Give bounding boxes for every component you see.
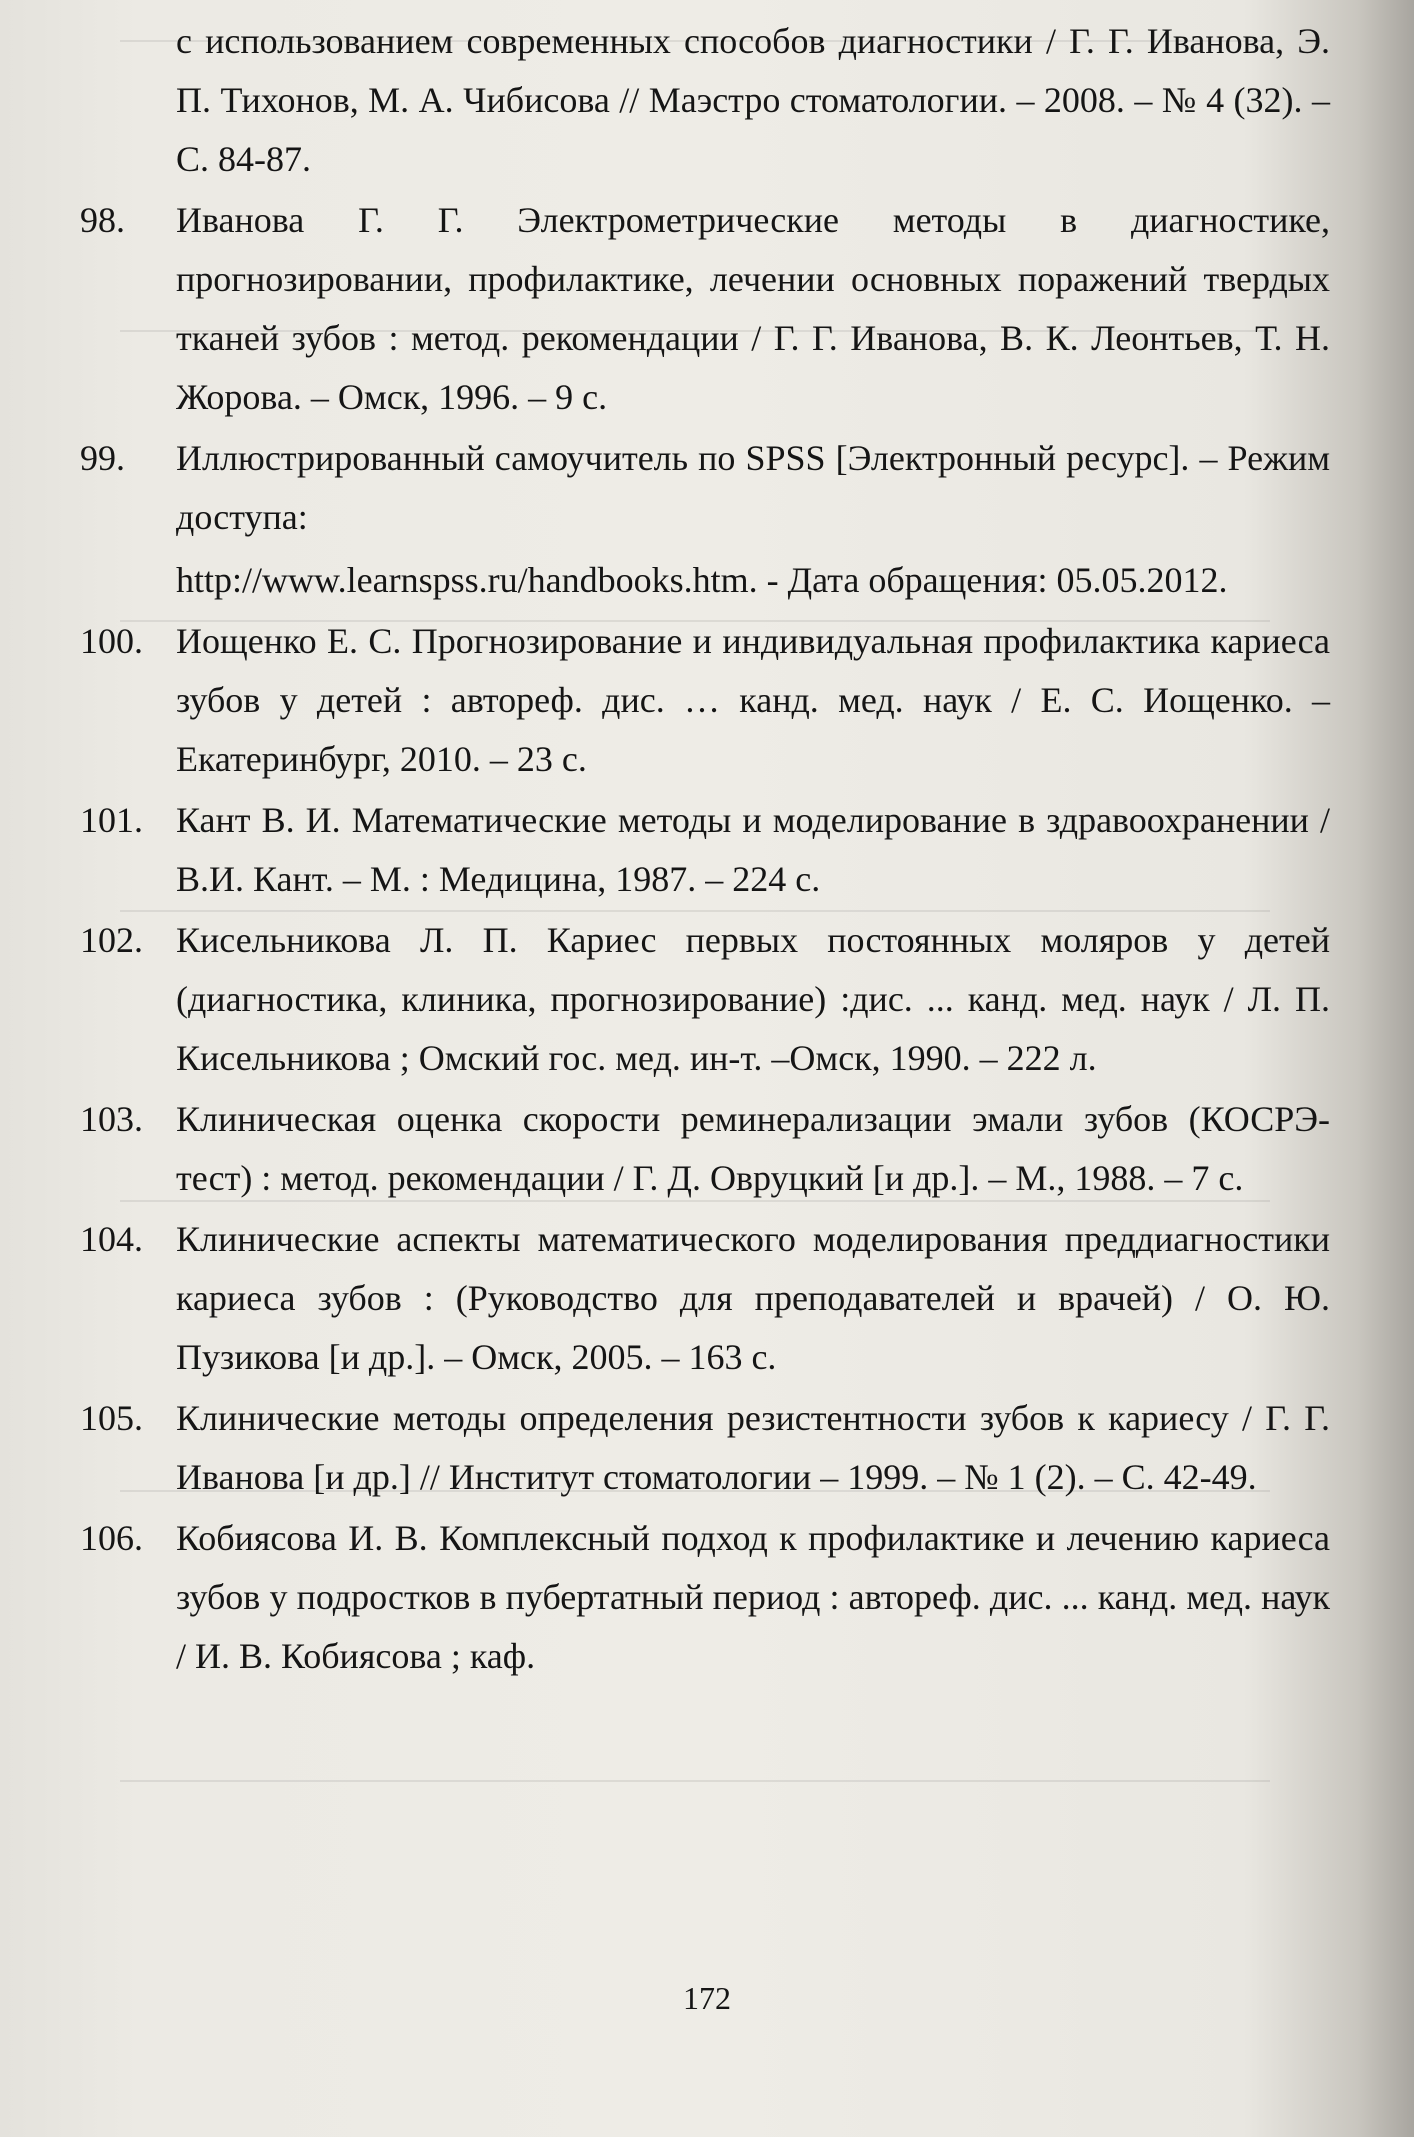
entry-text: Клиническая оценка скорости реминерализации эмали зубов (КОСРЭ-тест) : метод. рекомендации / Г. Д. Овруцкий [и др.]. – М., 1988. – 7 с.	[176, 1099, 1330, 1198]
entry-number: 104.	[80, 1219, 143, 1259]
bibliography-entry	[80, 1509, 1330, 1686]
entry-number: 98.	[80, 200, 125, 240]
entry-text: Кобиясова И. В. Комплексный подход к профилактике и лечению кариеса зубов у подростков в пубертатный период : автореф. дис. ... канд. мед. наук / И. В. Кобиясова ; каф.	[176, 1518, 1330, 1676]
bibliography-entry	[80, 1090, 1330, 1208]
bibliography-entry	[80, 911, 1330, 1088]
entry-text: Иллюстрированный самоучитель по SPSS [Электронный ресурс]. – Режим доступа:	[176, 438, 1330, 537]
bibliography-entry	[80, 791, 1330, 909]
entry-text: Кант В. И. Математические методы и моделирование в здравоохранении / В.И. Кант. – М. : Медицина, 1987. – 224 с.	[176, 800, 1330, 899]
entry-text: Кисельникова Л. П. Кариес первых постоянных моляров у детей (диагностика, клиника, прогнозирование) :дис. ... канд. мед. наук / Л. П. Кисельникова ; Омский гос. мед. ин-т. –Омск, 1990. – 222 л.	[176, 920, 1330, 1078]
entry-text: Клинические аспекты математического моделирования преддиагностики кариеса зубов : (Руководство для преподавателей и врачей) / О. Ю. Пузикова [и др.]. – Омск, 2005. – 163 с.	[176, 1219, 1330, 1377]
entry-number: 101.	[80, 800, 143, 840]
bibliography-entry	[80, 1389, 1330, 1507]
entry-text: с использованием современных способов диагностики / Г. Г. Иванова, Э. П. Тихонов, М. А. Чибисова // Маэстро стоматологии. – 2008. – № 4 (32). – С. 84-87.	[176, 21, 1330, 179]
entry-number: 99.	[80, 438, 125, 478]
bibliography-list	[80, 12, 1330, 1688]
bibliography-entry	[80, 429, 1330, 610]
entry-number: 105.	[80, 1398, 143, 1438]
entry-number: 106.	[80, 1518, 143, 1558]
entry-number: 103.	[80, 1099, 143, 1139]
bibliography-entry	[80, 191, 1330, 427]
entry-text: Клинические методы определения резистентности зубов к кариесу / Г. Г. Иванова [и др.] // Институт стоматологии – 1999. – № 1 (2). – С. 42-49.	[176, 1398, 1330, 1497]
entry-text: Иванова Г. Г. Электрометрические методы в диагностике, прогнозировании, профилактике, лечении основных поражений твердых тканей зубов : метод. рекомендации / Г. Г. Иванова, В. К. Леонтьев, Т. Н. Жорова. – Омск, 1996. – 9 с.	[176, 200, 1330, 417]
entry-text: Иощенко Е. С. Прогнозирование и индивидуальная профилактика кариеса зубов у детей : автореф. дис. … канд. мед. наук / Е. С. Иощенко. – Екатеринбург, 2010. – 23 с.	[176, 621, 1330, 779]
bibliography-entry	[80, 1210, 1330, 1387]
entry-number: 102.	[80, 920, 143, 960]
page-number: 172	[683, 1980, 731, 2016]
bibliography-entry	[80, 12, 1330, 189]
bibliography-entry	[80, 612, 1330, 789]
entry-number: 100.	[80, 621, 143, 661]
entry-url: http://www.learnspss.ru/handbooks.htm. - Дата обращения: 05.05.2012.	[176, 560, 1228, 600]
